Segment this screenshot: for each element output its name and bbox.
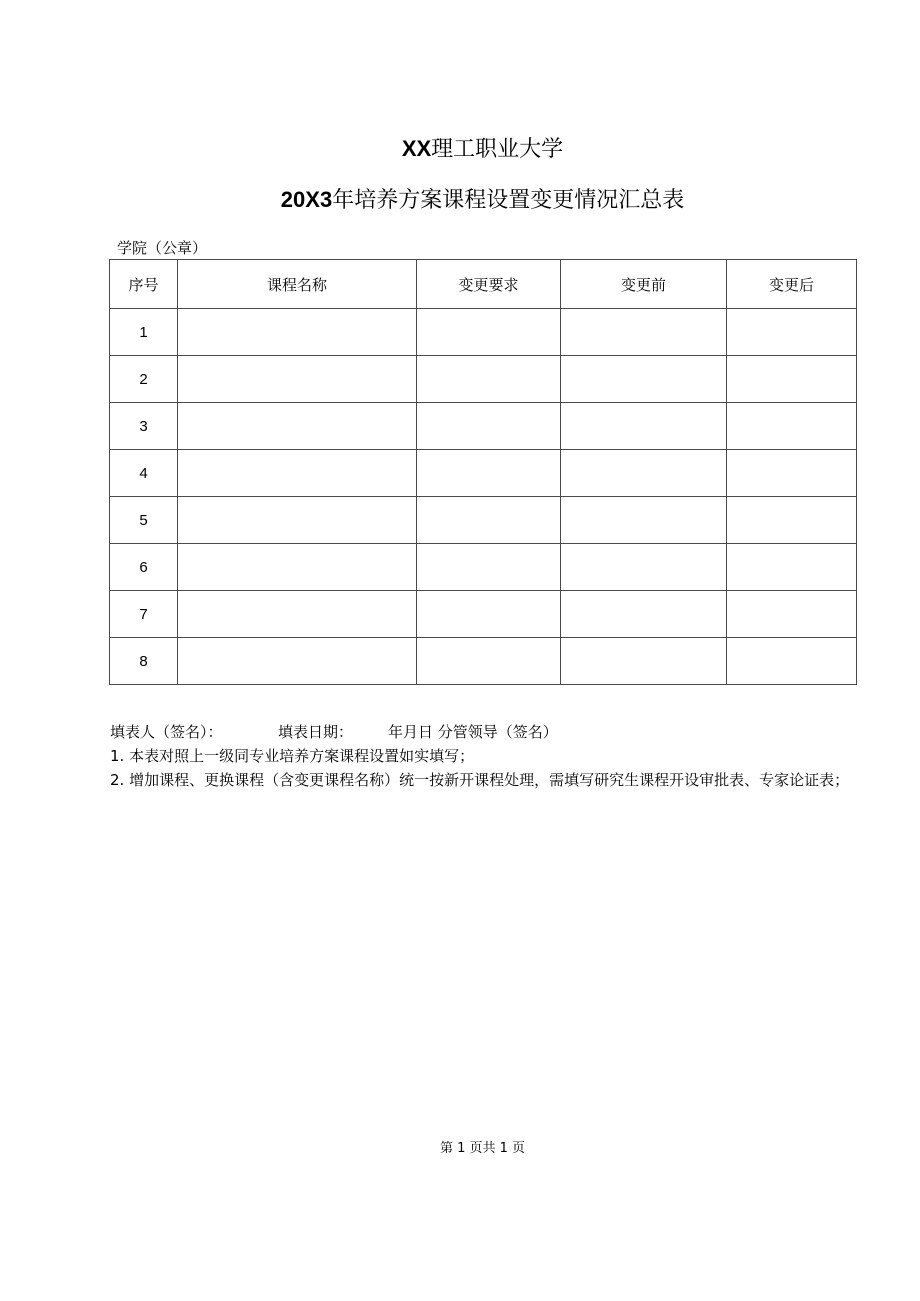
course-name-cell[interactable] (178, 497, 417, 544)
college-seal-label: 学院（公章） (117, 239, 208, 257)
before-cell[interactable] (561, 591, 727, 638)
title-rest: 理工职业大学 (431, 137, 564, 162)
table-header-row (110, 260, 857, 309)
before-cell[interactable] (561, 309, 727, 356)
before-cell[interactable] (561, 450, 727, 497)
header-change-request: 变更要求 (417, 260, 561, 309)
after-cell[interactable] (727, 450, 857, 497)
course-name-cell[interactable] (178, 309, 417, 356)
table-row (110, 403, 857, 450)
table-row (110, 356, 857, 403)
note-1: 1. 本表对照上一级同专业培养方案课程设置如实填写； (110, 747, 475, 765)
course-name-cell[interactable] (178, 356, 417, 403)
table-row (110, 497, 857, 544)
course-name-cell[interactable] (178, 638, 417, 685)
row-seq: 5 (110, 497, 178, 544)
change-request-cell[interactable] (417, 638, 561, 685)
signature-line (110, 720, 850, 744)
header-before: 变更前 (561, 260, 727, 309)
before-cell[interactable] (561, 544, 727, 591)
change-request-cell[interactable] (417, 591, 561, 638)
row-seq: 2 (110, 356, 178, 403)
page-footer: 第 1 页共 1 页 (439, 1141, 526, 1156)
subtitle-rest: 年培养方案课程设置变更情况汇总表 (332, 188, 685, 213)
fill-date-label: 填表日期： (278, 723, 354, 741)
after-cell[interactable] (727, 497, 857, 544)
subtitle-prefix: 20X3 (280, 187, 333, 212)
row-seq: 8 (110, 638, 178, 685)
after-cell[interactable] (727, 356, 857, 403)
document-title (0, 134, 920, 165)
row-seq: 4 (110, 450, 178, 497)
after-cell[interactable] (727, 403, 857, 450)
before-cell[interactable] (561, 497, 727, 544)
header-course-name: 课程名称 (178, 260, 417, 309)
date-leader-signature-label: 年月日 分管领导（签名） (388, 723, 558, 741)
after-cell[interactable] (727, 544, 857, 591)
change-request-cell[interactable] (417, 450, 561, 497)
after-cell[interactable] (727, 638, 857, 685)
table-row (110, 450, 857, 497)
change-request-cell[interactable] (417, 309, 561, 356)
course-name-cell[interactable] (178, 591, 417, 638)
course-change-table (109, 259, 857, 685)
document-subtitle (0, 185, 920, 216)
header-after: 变更后 (727, 260, 857, 309)
filler-signature-label: 填表人（签名）： (110, 723, 223, 741)
change-request-cell[interactable] (417, 544, 561, 591)
change-request-cell[interactable] (417, 403, 561, 450)
before-cell[interactable] (561, 638, 727, 685)
row-seq: 7 (110, 591, 178, 638)
note-2: 2. 增加课程、更换课程（含变更课程名称）统一按新开课程处理，需填写研究生课程开设审批表、专家论证表； (110, 771, 850, 789)
row-seq: 1 (110, 309, 178, 356)
change-request-cell[interactable] (417, 356, 561, 403)
title-prefix: XX (401, 136, 432, 161)
course-name-cell[interactable] (178, 403, 417, 450)
after-cell[interactable] (727, 591, 857, 638)
course-name-cell[interactable] (178, 544, 417, 591)
row-seq: 3 (110, 403, 178, 450)
table-row (110, 591, 857, 638)
change-request-cell[interactable] (417, 497, 561, 544)
before-cell[interactable] (561, 356, 727, 403)
table-row (110, 309, 857, 356)
notes-section (110, 720, 850, 792)
table-row (110, 544, 857, 591)
header-seq: 序号 (110, 260, 178, 309)
course-name-cell[interactable] (178, 450, 417, 497)
row-seq: 6 (110, 544, 178, 591)
after-cell[interactable] (727, 309, 857, 356)
before-cell[interactable] (561, 403, 727, 450)
table-row (110, 638, 857, 685)
